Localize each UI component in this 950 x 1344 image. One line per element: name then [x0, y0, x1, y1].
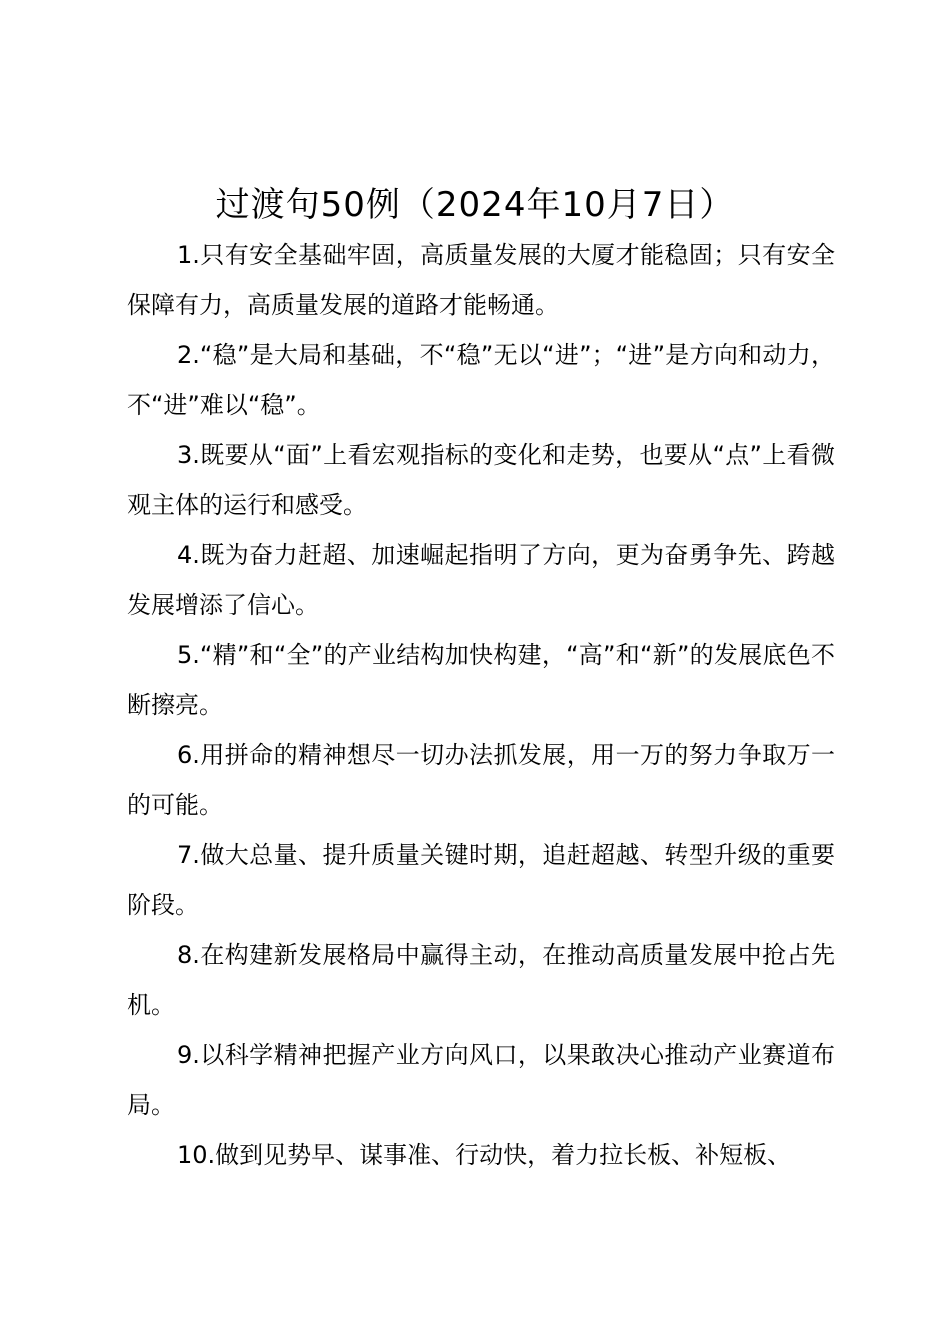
- paragraph-2: 2.“稳”是大局和基础，不“稳”无以“进”；“进”是方向和动力，不“进”难以“稳”。: [127, 341, 835, 419]
- paragraph-9: 9.以科学精神把握产业方向风口，以果敢决心推动产业赛道布局。: [127, 1041, 835, 1119]
- document-body: [127, 230, 835, 1180]
- paragraph-6: 6.用拼命的精神想尽一切办法抓发展，用一万的努力争取万一的可能。: [127, 741, 835, 819]
- paragraph-8: 8.在构建新发展格局中赢得主动，在推动高质量发展中抢占先机。: [127, 941, 835, 1019]
- paragraph-7: 7.做大总量、提升质量关键时期，追赶超越、转型升级的重要阶段。: [127, 841, 835, 919]
- paragraph-10: 10.做到见势早、谋事准、行动快，着力拉长板、补短板、: [177, 1141, 792, 1169]
- paragraph-1: 1.只有安全基础牢固，高质量发展的大厦才能稳固；只有安全保障有力，高质量发展的道路才能畅通。: [127, 241, 835, 319]
- paragraph-5: 5.“精”和“全”的产业结构加快构建，“高”和“新”的发展底色不断擦亮。: [127, 641, 835, 719]
- document-title: 过渡句50例（2024年10月7日）: [215, 185, 735, 225]
- paragraph-3: 3.既要从“面”上看宏观指标的变化和走势，也要从“点”上看微观主体的运行和感受。: [127, 441, 835, 519]
- paragraph-4: 4.既为奋力赶超、加速崛起指明了方向，更为奋勇争先、跨越发展增添了信心。: [127, 541, 835, 619]
